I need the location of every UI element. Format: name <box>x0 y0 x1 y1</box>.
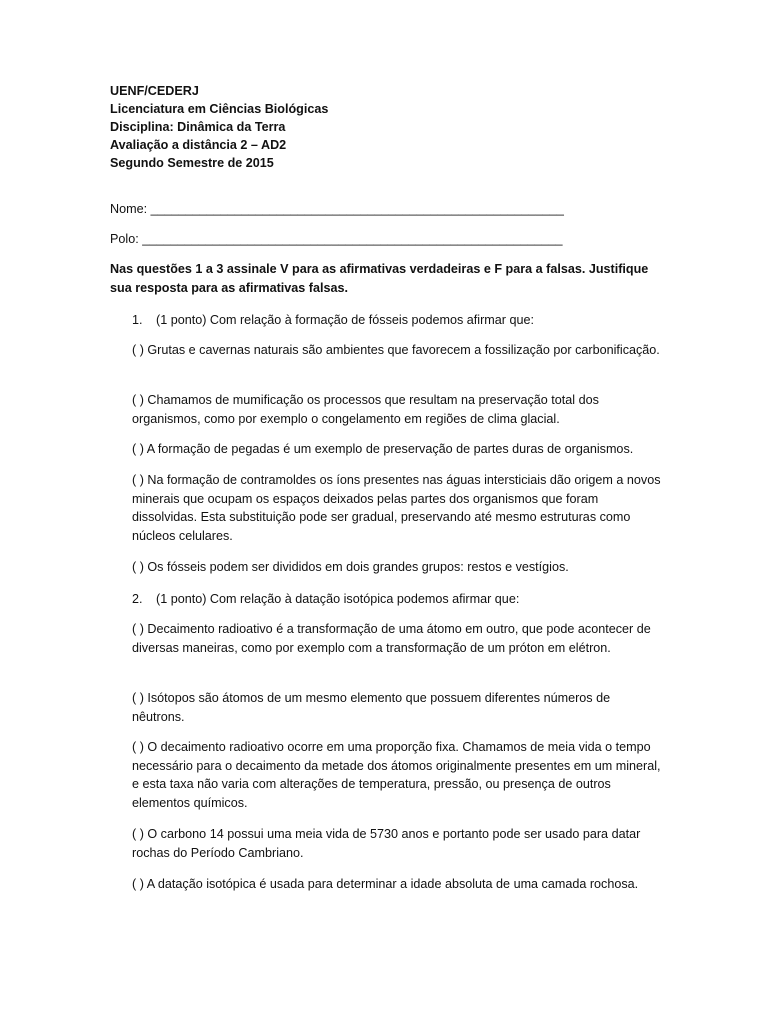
q2-option-3: ( ) O decaimento radioativo ocorre em uma proporção fixa. Chamamos de meia vida o tempo necessário para o decaimento da metade dos átomos originalmente presentes em um mineral, e esta taxa não varia com alterações de temperatura, pressão, ou presença de outros elementos químicos. <box>132 740 661 810</box>
course-line: Licenciatura em Ciências Biológicas <box>110 102 329 116</box>
q2-option-2: ( ) Isótopos são átomos de um mesmo elemento que possuem diferentes números de nêutrons. <box>132 691 611 724</box>
question-text: (1 ponto) Com relação à formação de fósseis podemos afirmar que: <box>156 313 534 327</box>
question-1 <box>132 311 534 330</box>
question-2 <box>132 590 519 609</box>
question-number: 1. <box>132 313 143 327</box>
instructions: Nas questões 1 a 3 assinale V para as afirmativas verdadeiras e F para a falsas. Justifique sua resposta para as afirmativas falsas. <box>110 262 649 295</box>
q1-option-5: ( ) Os fósseis podem ser divididos em dois grandes grupos: restos e vestígios. <box>132 560 569 574</box>
question-number: 2. <box>132 592 143 606</box>
q1-option-3: ( ) A formação de pegadas é um exemplo de preservação de partes duras de organismos. <box>132 442 634 456</box>
institution-line: UENF/CEDERJ <box>110 84 199 98</box>
q2-option-4: ( ) O carbono 14 possui uma meia vida de 5730 anos e portanto pode ser usado para datar rochas do Período Cambriano. <box>132 827 641 860</box>
q2-option-5: ( ) A datação isotópica é usada para determinar a idade absoluta de uma camada rochosa. <box>132 877 639 891</box>
assessment-line: Avaliação a distância 2 – AD2 <box>110 138 287 152</box>
polo-field: Polo: ____________________________________________________________ <box>110 232 563 246</box>
document-header <box>110 82 328 172</box>
q1-option-2: ( ) Chamamos de mumificação os processos que resultam na preservação total dos organismos, como por exemplo o congelamento em regiões de clima glacial. <box>132 393 599 426</box>
q2-option-1: ( ) Decaimento radioativo é a transformação de uma átomo em outro, que pode acontecer de diversas maneiras, como por exemplo com a transformação de um próton em elétron. <box>132 622 651 655</box>
name-field: Nome: ___________________________________________________________ <box>110 202 564 216</box>
q1-option-1: ( ) Grutas e cavernas naturais são ambientes que favorecem a fossilização por carbonificação. <box>132 343 660 357</box>
semester-line: Segundo Semestre de 2015 <box>110 156 274 170</box>
question-text: (1 ponto) Com relação à datação isotópica podemos afirmar que: <box>156 592 520 606</box>
q1-option-4: ( ) Na formação de contramoldes os íons presentes nas águas intersticiais dão origem a novos minerais que ocupam os espaços deixados pelas partes dos organismos que foram dissolvidas. Esta substituição pode ser gradual, preservando até mesmo estruturas como núcleos celulares. <box>132 473 661 543</box>
discipline-line: Disciplina: Dinâmica da Terra <box>110 120 286 134</box>
